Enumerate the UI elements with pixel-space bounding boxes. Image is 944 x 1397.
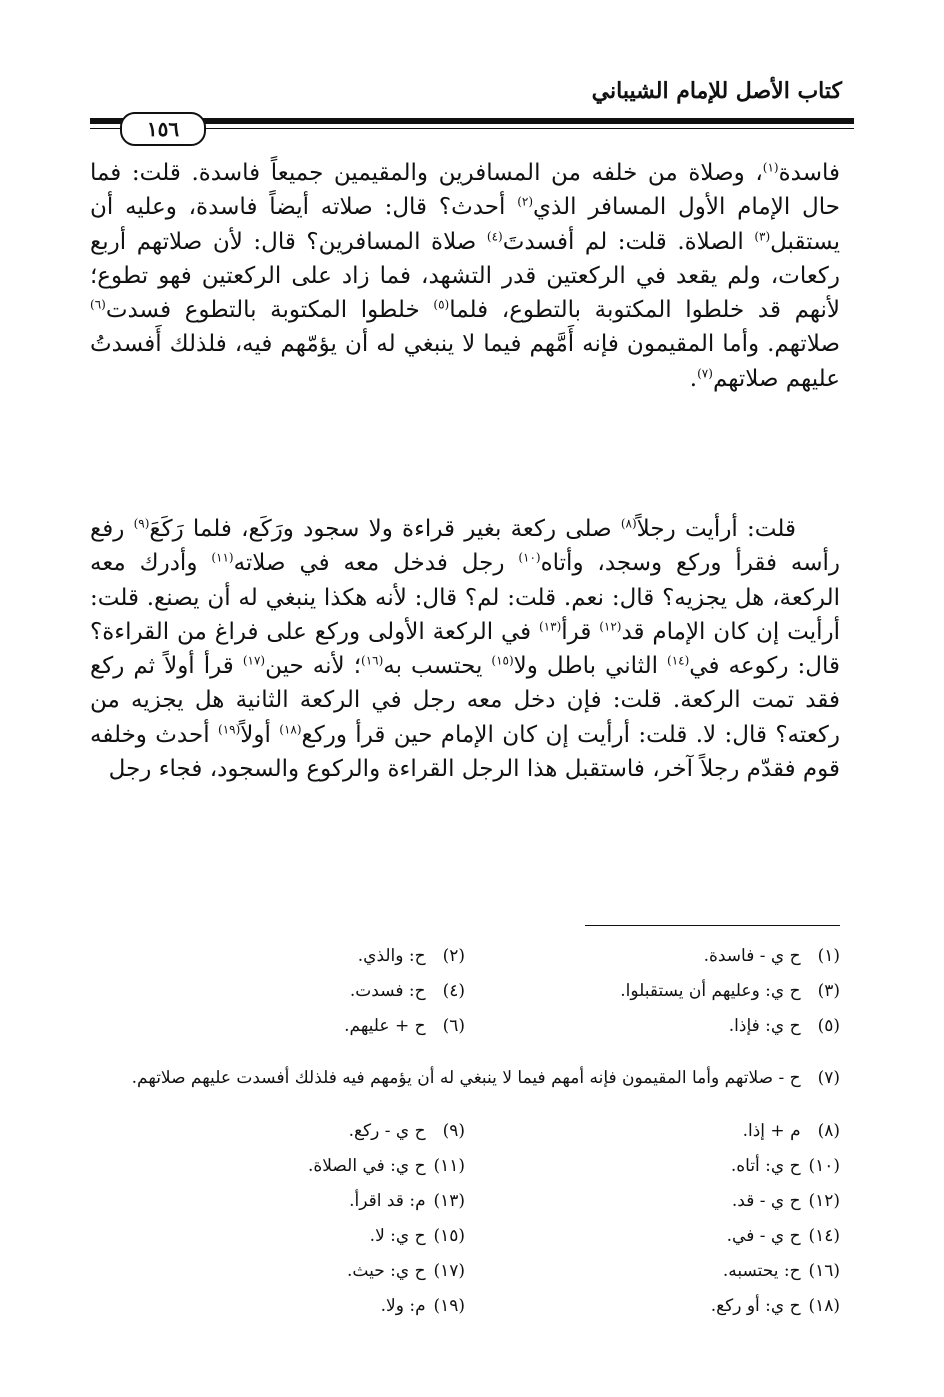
footnote-ref: (١٧) — [242, 653, 266, 668]
footnote-number: (١٢) — [808, 1190, 840, 1211]
footnote-text: م + إذا. — [742, 1120, 801, 1141]
footnote-number: (١٧) — [433, 1260, 465, 1281]
footnote-item — [90, 1191, 465, 1211]
footnote-number: (١) — [817, 945, 840, 966]
footnote-ref: (١٥) — [491, 653, 514, 668]
text-segment: أحدث وخلفه قوم فقدّم رجلاً آخر، فاستقبل هذا الرجل القراءة والركوع والسجود، فجاء رجل — [90, 721, 840, 783]
footnote-ref: (٧) — [697, 366, 713, 381]
footnote-text: ح ي: فإذا. — [728, 1015, 801, 1036]
footnote-item — [465, 1296, 840, 1316]
footnote-number: (١٥) — [433, 1225, 465, 1246]
footnote-ref: (١٣) — [538, 619, 562, 634]
footnote-item — [465, 1121, 840, 1141]
footnote-row — [90, 1008, 840, 1043]
text-segment: قرأ أولاً ثم ركع فقد تمت الركعة. قلت: فإن دخل معه رجل في الركعة الثانية هل يجزيه من ركعته؟ قال: لا. قلت: أرأيت إن كان الإمام حين قرأ وركع — [90, 653, 840, 748]
footnote-item — [465, 1191, 840, 1211]
footnote-number: (٣) — [817, 980, 840, 1001]
footnote-text: ح ي: في الصلاة. — [307, 1155, 426, 1176]
footnote-ref: (٨) — [620, 516, 637, 531]
text-segment: رفع رأسه فقرأ وركع وسجد، وأتاه — [90, 516, 841, 577]
footnote-row — [90, 1113, 840, 1148]
footnote-item — [90, 1121, 465, 1141]
paragraph-2-text — [90, 512, 840, 786]
text-segment: صلاتهم. وأما المقيمون فإنه أَمَّهم فيما لا ينبغي له أن يؤمّهم فيه، فلذلك أَفسدتُ عليهم صلاتهم — [90, 331, 840, 392]
paragraph-1-text — [90, 156, 840, 396]
footnote-text: م: ولا. — [380, 1295, 426, 1316]
footnote-ref: (٥) — [433, 297, 450, 312]
footnote-ref: (١٢) — [599, 619, 622, 634]
footnote-number: (٢) — [442, 945, 465, 966]
footnote-item — [90, 1156, 465, 1176]
text-segment: خلطوا المكتوبة بالتطوع فسدت — [105, 297, 434, 324]
text-segment: أولاً — [240, 721, 280, 748]
text-segment: قلت: أرأيت رجلاً — [636, 516, 796, 542]
footnote-item — [90, 1016, 465, 1036]
footnote-ref: (١٠) — [518, 550, 541, 565]
footnote-ref: (٦) — [90, 297, 106, 312]
footnote-number: (٨) — [817, 1120, 840, 1141]
footnote-item — [465, 1156, 840, 1176]
text-segment: رجل فدخل معه في صلاته — [233, 550, 519, 577]
footnote-text: ح: فسدت. — [349, 980, 426, 1001]
text-segment: وأدرك معه الركعة، هل يجزيه؟ قال: نعم. قلت: لم؟ قال: لأنه هكذا ينبغي له أن يصنع. قلت: أرأيت إن كان الإمام قد — [90, 550, 841, 645]
text-segment: الثاني باطل ولا — [513, 653, 668, 680]
footnote-number: (٩) — [442, 1120, 465, 1141]
footnote-item — [465, 1016, 840, 1036]
footnote-item — [90, 981, 465, 1001]
footnote-text: ح ي: أتاه. — [730, 1155, 801, 1176]
text-segment: يحتسب به — [383, 653, 492, 680]
footnote-row — [90, 1148, 840, 1183]
page-number: ١٥٦ — [146, 117, 180, 141]
footnote-number: (٧) — [817, 1068, 840, 1088]
footnote-item — [465, 981, 840, 1001]
text-segment: ؛ لأنه حين — [265, 653, 362, 680]
footnote-text: ح ي - فاسدة. — [703, 945, 801, 966]
footnote-number: (١٨) — [808, 1295, 840, 1316]
footnote-item — [465, 946, 840, 966]
footnote-number: (١١) — [433, 1155, 465, 1176]
text-segment: . — [689, 365, 698, 392]
footnote-number: (١٠) — [808, 1155, 840, 1176]
footnote-row — [90, 973, 840, 1008]
footnote-text: ح ي: وعليهم أن يستقبلوا. — [620, 980, 801, 1001]
footnote-number: (٥) — [817, 1015, 840, 1036]
text-segment: أحدث؟ قال: صلاته أيضاً فاسدة، وعليه أن يستقبل — [90, 194, 840, 255]
paragraph-2 — [90, 512, 840, 786]
footnote-ref: (١٨) — [279, 722, 302, 737]
footnote-ref: (٤) — [486, 228, 503, 243]
footnote-item — [465, 1226, 840, 1246]
page-header — [90, 60, 854, 150]
footnote-number: (٤) — [442, 980, 465, 1001]
footnote-ref: (١١) — [211, 550, 234, 565]
footnote-text: ح ي - في. — [726, 1225, 801, 1246]
text-segment: ، وصلاة من خلفه من المسافرين والمقيمين جميعاً فاسدة. قلت: فما حال الإمام الأول المسافر الذي — [90, 160, 840, 221]
footnote-number: (١٤) — [808, 1225, 840, 1246]
footnote-row — [90, 1218, 840, 1253]
footnote-text: م: قد اقرأ. — [349, 1190, 426, 1211]
footnote-number: (١٩) — [433, 1295, 465, 1316]
footnote-separator — [585, 925, 840, 926]
text-segment: فاسدة — [778, 160, 840, 186]
footnote-item — [90, 1261, 465, 1281]
footnote-text: ح ي: لا. — [369, 1225, 426, 1246]
footnote-text: ح ي: حيث. — [347, 1260, 426, 1281]
page-number-badge — [120, 112, 206, 146]
footnote-text: ح - صلاتهم وأما المقيمون فإنه أمهم فيما لا ينبغي له أن يؤمهم فيه فلذلك أفسدت عليهم صلاتهم. — [131, 1068, 801, 1088]
footnote-ref: (١) — [762, 160, 779, 175]
footnote-text: ح + عليهم. — [344, 1015, 426, 1036]
footnote-number: (١٣) — [433, 1190, 465, 1211]
footnote-text: ح ي: أو ركع. — [710, 1295, 801, 1316]
footnote-ref: (١٤) — [667, 653, 690, 668]
text-segment: صلاة المسافرين؟ قال: لأن صلاتهم أربع ركعات، ولم يقعد في الركعتين قدر التشهد، فما زاد على الركعتين فهو تطوع؛ لأنهم قد خلطوا المكتوبة بالتطوع، فلما — [90, 228, 841, 324]
text-segment: الصلاة. قلت: لم أفسدتَ — [502, 228, 755, 255]
footnote-item — [90, 1296, 465, 1316]
footnote-item — [90, 1062, 840, 1094]
footnote-text: ح ي - ركع. — [348, 1120, 426, 1141]
footnotes — [90, 938, 840, 1323]
footnote-item — [90, 1226, 465, 1246]
text-segment: صلى ركعة بغير قراءة ولا سجود ورَكَع، فلما رَكَعَ — [149, 516, 621, 542]
footnote-row — [90, 1253, 840, 1288]
footnote-ref: (٩) — [133, 516, 150, 531]
footnote-row — [90, 1043, 840, 1113]
footnote-row — [90, 938, 840, 973]
text-segment: قرأ — [561, 618, 600, 645]
footnote-text: ح ي - قد. — [731, 1190, 801, 1211]
footnote-item — [465, 1261, 840, 1281]
footnote-item — [90, 946, 465, 966]
book-title: كتاب الأصل للإمام الشيباني — [591, 78, 842, 104]
footnote-text: ح: والذي. — [357, 945, 426, 966]
footnote-text: ح: يحتسبه. — [722, 1260, 801, 1281]
text-segment: في الركعة الأولى وركع على فراغ من القراءة؟ قال: ركوعه في — [90, 618, 840, 680]
footnote-ref: (١٩) — [218, 722, 241, 737]
footnote-ref: (٣) — [754, 228, 771, 243]
paragraph-1 — [90, 156, 840, 396]
footnote-ref: (٢) — [517, 194, 534, 209]
footnote-row — [90, 1183, 840, 1218]
footnote-ref: (١٦) — [361, 653, 384, 668]
footnote-row — [90, 1288, 840, 1323]
footnote-number: (٦) — [442, 1015, 465, 1036]
footnote-number: (١٦) — [808, 1260, 840, 1281]
